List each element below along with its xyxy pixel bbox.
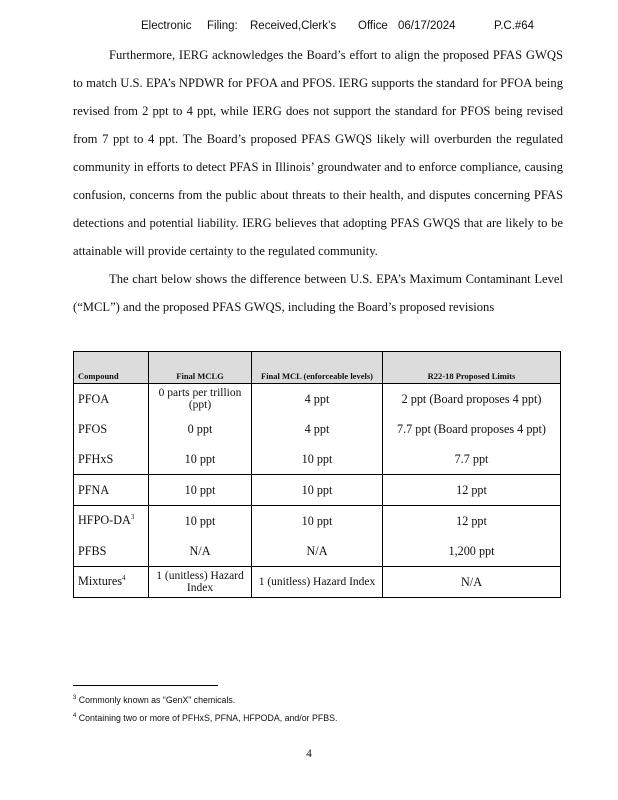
header-date: 06/17/2024: [398, 20, 456, 32]
compound-cell: [74, 506, 149, 537]
mclg-cell: 1 (unitless) Hazard Index: [149, 567, 252, 598]
compound-cell: [74, 567, 149, 598]
table-row: [74, 567, 561, 598]
mcl-cell: N/A: [252, 536, 383, 567]
header-filing: Filing:: [207, 20, 238, 32]
mcl-cell: 10 ppt: [252, 444, 383, 475]
mcl-cell: 10 ppt: [252, 475, 383, 506]
mclg-cell: 10 ppt: [149, 444, 252, 475]
table-row: [74, 536, 561, 567]
compound-cell: PFNA: [74, 475, 149, 506]
header-office: Office: [358, 20, 388, 32]
table-row: [74, 384, 561, 415]
mclg-cell: 0 parts per trillion (ppt): [149, 384, 252, 415]
header-pc-number: P.C.#64: [494, 20, 535, 32]
paragraph-chart-intro: The chart below shows the difference between U.S. EPA’s Maximum Contaminant Level (“MCL”) and the proposed PFAS GWQS, including the Board’s proposed revisions: [73, 272, 563, 314]
compound-cell: PFHxS: [74, 444, 149, 475]
header-compound: Compound: [74, 352, 149, 384]
proposed-cell: 12 ppt: [383, 475, 561, 506]
compound-cell: PFOS: [74, 414, 149, 444]
mcl-cell: 4 ppt: [252, 384, 383, 415]
proposed-cell: 2 ppt (Board proposes 4 ppt): [383, 384, 561, 415]
mcl-cell: 10 ppt: [252, 506, 383, 537]
proposed-cell: N/A: [383, 567, 561, 598]
compound-cell: PFOA: [74, 384, 149, 415]
table-header-row: [74, 352, 561, 384]
header-received: Received,Clerk’s: [250, 20, 337, 32]
mcl-cell: 1 (unitless) Hazard Index: [252, 567, 383, 598]
mclg-cell: N/A: [149, 536, 252, 567]
compound-cell: PFBS: [74, 536, 149, 567]
footnote-number: 4: [73, 712, 77, 719]
table-row: [74, 506, 561, 537]
mclg-cell: 10 ppt: [149, 475, 252, 506]
mcl-cell: 4 ppt: [252, 414, 383, 444]
pfas-limits-table: [73, 351, 561, 598]
footnote-divider: [73, 685, 218, 686]
page-number: 4: [306, 748, 312, 760]
body-text: [73, 41, 563, 321]
proposed-cell: 1,200 ppt: [383, 536, 561, 567]
footnote-3: [73, 690, 553, 708]
proposed-cell: 12 ppt: [383, 506, 561, 537]
header-proposed-limits: R22-18 Proposed Limits: [383, 352, 561, 384]
footnotes: [73, 690, 553, 726]
mclg-cell: 10 ppt: [149, 506, 252, 537]
header-electronic: Electronic: [141, 20, 192, 32]
proposed-cell: 7.7 ppt (Board proposes 4 ppt): [383, 414, 561, 444]
header-final-mclg: Final MCLG: [149, 352, 252, 384]
header-final-mcl: Final MCL (enforceable levels): [252, 352, 383, 384]
proposed-cell: 7.7 ppt: [383, 444, 561, 475]
footnote-marker: 3: [130, 513, 135, 522]
compound-name: Mixtures: [78, 574, 123, 589]
footnote-number: 3: [73, 695, 77, 701]
footnote-text: Commonly known as “GenX” chemicals.: [78, 694, 236, 705]
footnote-4: [73, 708, 553, 726]
footnote-marker: 4: [122, 574, 126, 583]
table-row: [74, 475, 561, 506]
table-row: [74, 414, 561, 444]
compound-name: HFPO-DA: [78, 513, 131, 528]
mclg-cell: 0 ppt: [149, 414, 252, 444]
paragraph-ierg-position: Furthermore, IERG acknowledges the Board’s effort to align the proposed PFAS GWQS to match U.S. EPA’s NPDWR for PFOA and PFOS. IERG supports the standard for PFOA being revised from 2 ppt to 4 ppt, while IERG does not support the standard for PFOS being revised from 7 ppt to 4 ppt. The Board’s proposed PFAS GWQS likely will overburden the regulated community in efforts to detect PFAS in Illinois’ groundwater and to enforce compliance, causing confusion, concerns from the public about threats to their health, and disputes concerning PFAS detections and potential liability. IERG believes that adopting PFAS GWQS that are likely to be attainable will provide certainty to the regulated community.: [73, 48, 563, 258]
table-row: [74, 444, 561, 475]
footnote-text: Containing two or more of PFHxS, PFNA, HFPODA, and/or PFBS.: [78, 712, 338, 723]
